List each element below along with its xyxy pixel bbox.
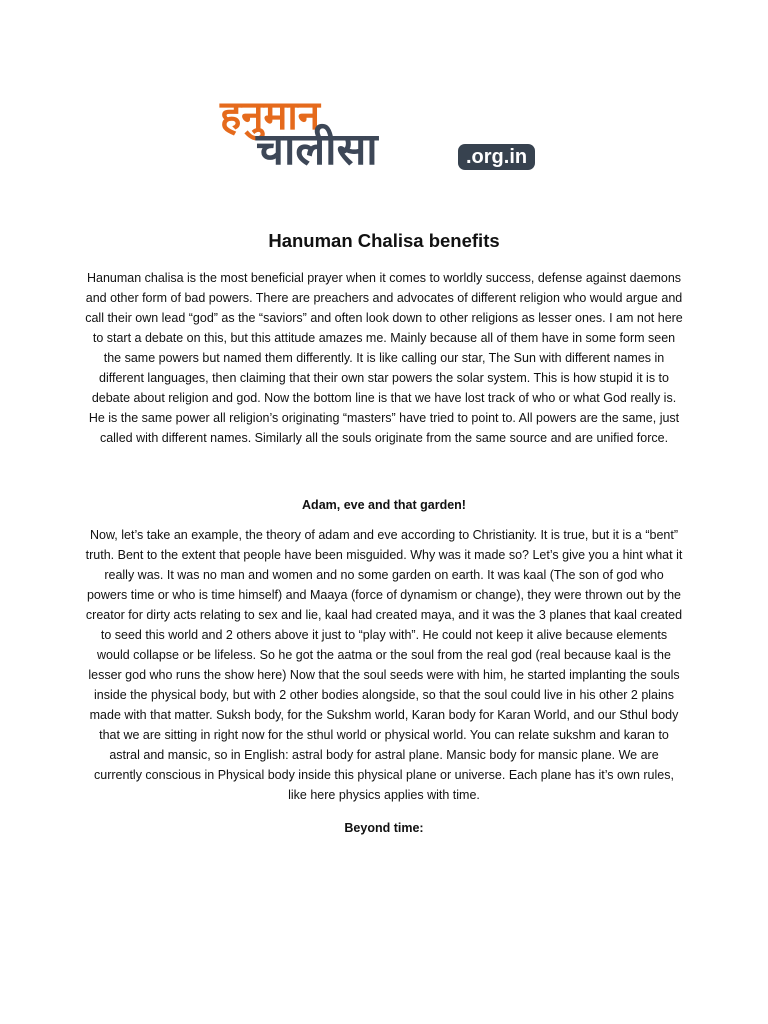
section-heading-adam-eve: Adam, eve and that garden! <box>302 498 466 512</box>
section-heading-beyond-time: Beyond time: <box>344 821 424 835</box>
intro-paragraph: Hanuman chalisa is the most beneficial prayer when it comes to worldly success, defense against daemons and other form of bad powers. There are preachers and advocates of different religion who would argue and call their own lead “god” as the “saviors” and often look down to other religions as lesser ones. I am not here to start a debate on this, but this attitude amazes me. Mainly because all of them have in some form seen the same powers but named them differently. It is like calling our star, The Sun with different names in different languages, then claiming that their own star powers the solar system. This is how stupid it is to debate about religion and god. Now the bottom line is that we have lost track of who or what God really is. He is the same power all religion’s originating “masters” have tried to point to. All powers are the same, just called with different names. Similarly all the souls originate from the same source and are unified force. <box>85 271 683 445</box>
document-title: Hanuman Chalisa benefits <box>268 230 500 251</box>
section-paragraph-adam-eve: Now, let’s take an example, the theory of adam and eve according to Christianity. It is true, but it is a “bent” truth. Bent to the extent that people have been misguided. Why was it made so? Let’s give you a hint what it really was. It was no man and women and no some garden on earth. It was kaal (The son of god who powers time or who is time himself) and Maaya (force of dynamism or change), they were thrown out by the creator for dirty acts relating to sex and lie, kaal had created maya, and it was the 3 planes that kaal created to seed this world and 2 others above it just to “play with”. He could not keep it alive because elements would collapse or be lifeless. So he got the aatma or the soul from the real god (real because kaal is the lesser god who runs the show here) Now that the soul seeds were with him, he started implanting the souls inside the physical body, but with 2 other bodies alongside, so that the soul could live in his other 2 plains made with that matter. Suksh body, for the Sukshm world, Karan body for Karan World, and our Sthul body that we are sitting in right now for the sthul world or physical world. You can relate sukshm and karan to astral and mansic, so in English: astral body for astral plane. Mansic body for mansic plane. We are currently conscious in Physical body inside this physical plane or universe. Each plane has it’s own rules, like here physics applies with time. <box>85 528 683 802</box>
logo-domain-badge: .org.in <box>458 144 535 170</box>
logo-word-hanuman: हनुमान <box>220 93 320 139</box>
site-logo <box>220 94 550 178</box>
logo-word-chalisa: चालीसा <box>256 124 378 175</box>
document-body <box>84 228 684 848</box>
